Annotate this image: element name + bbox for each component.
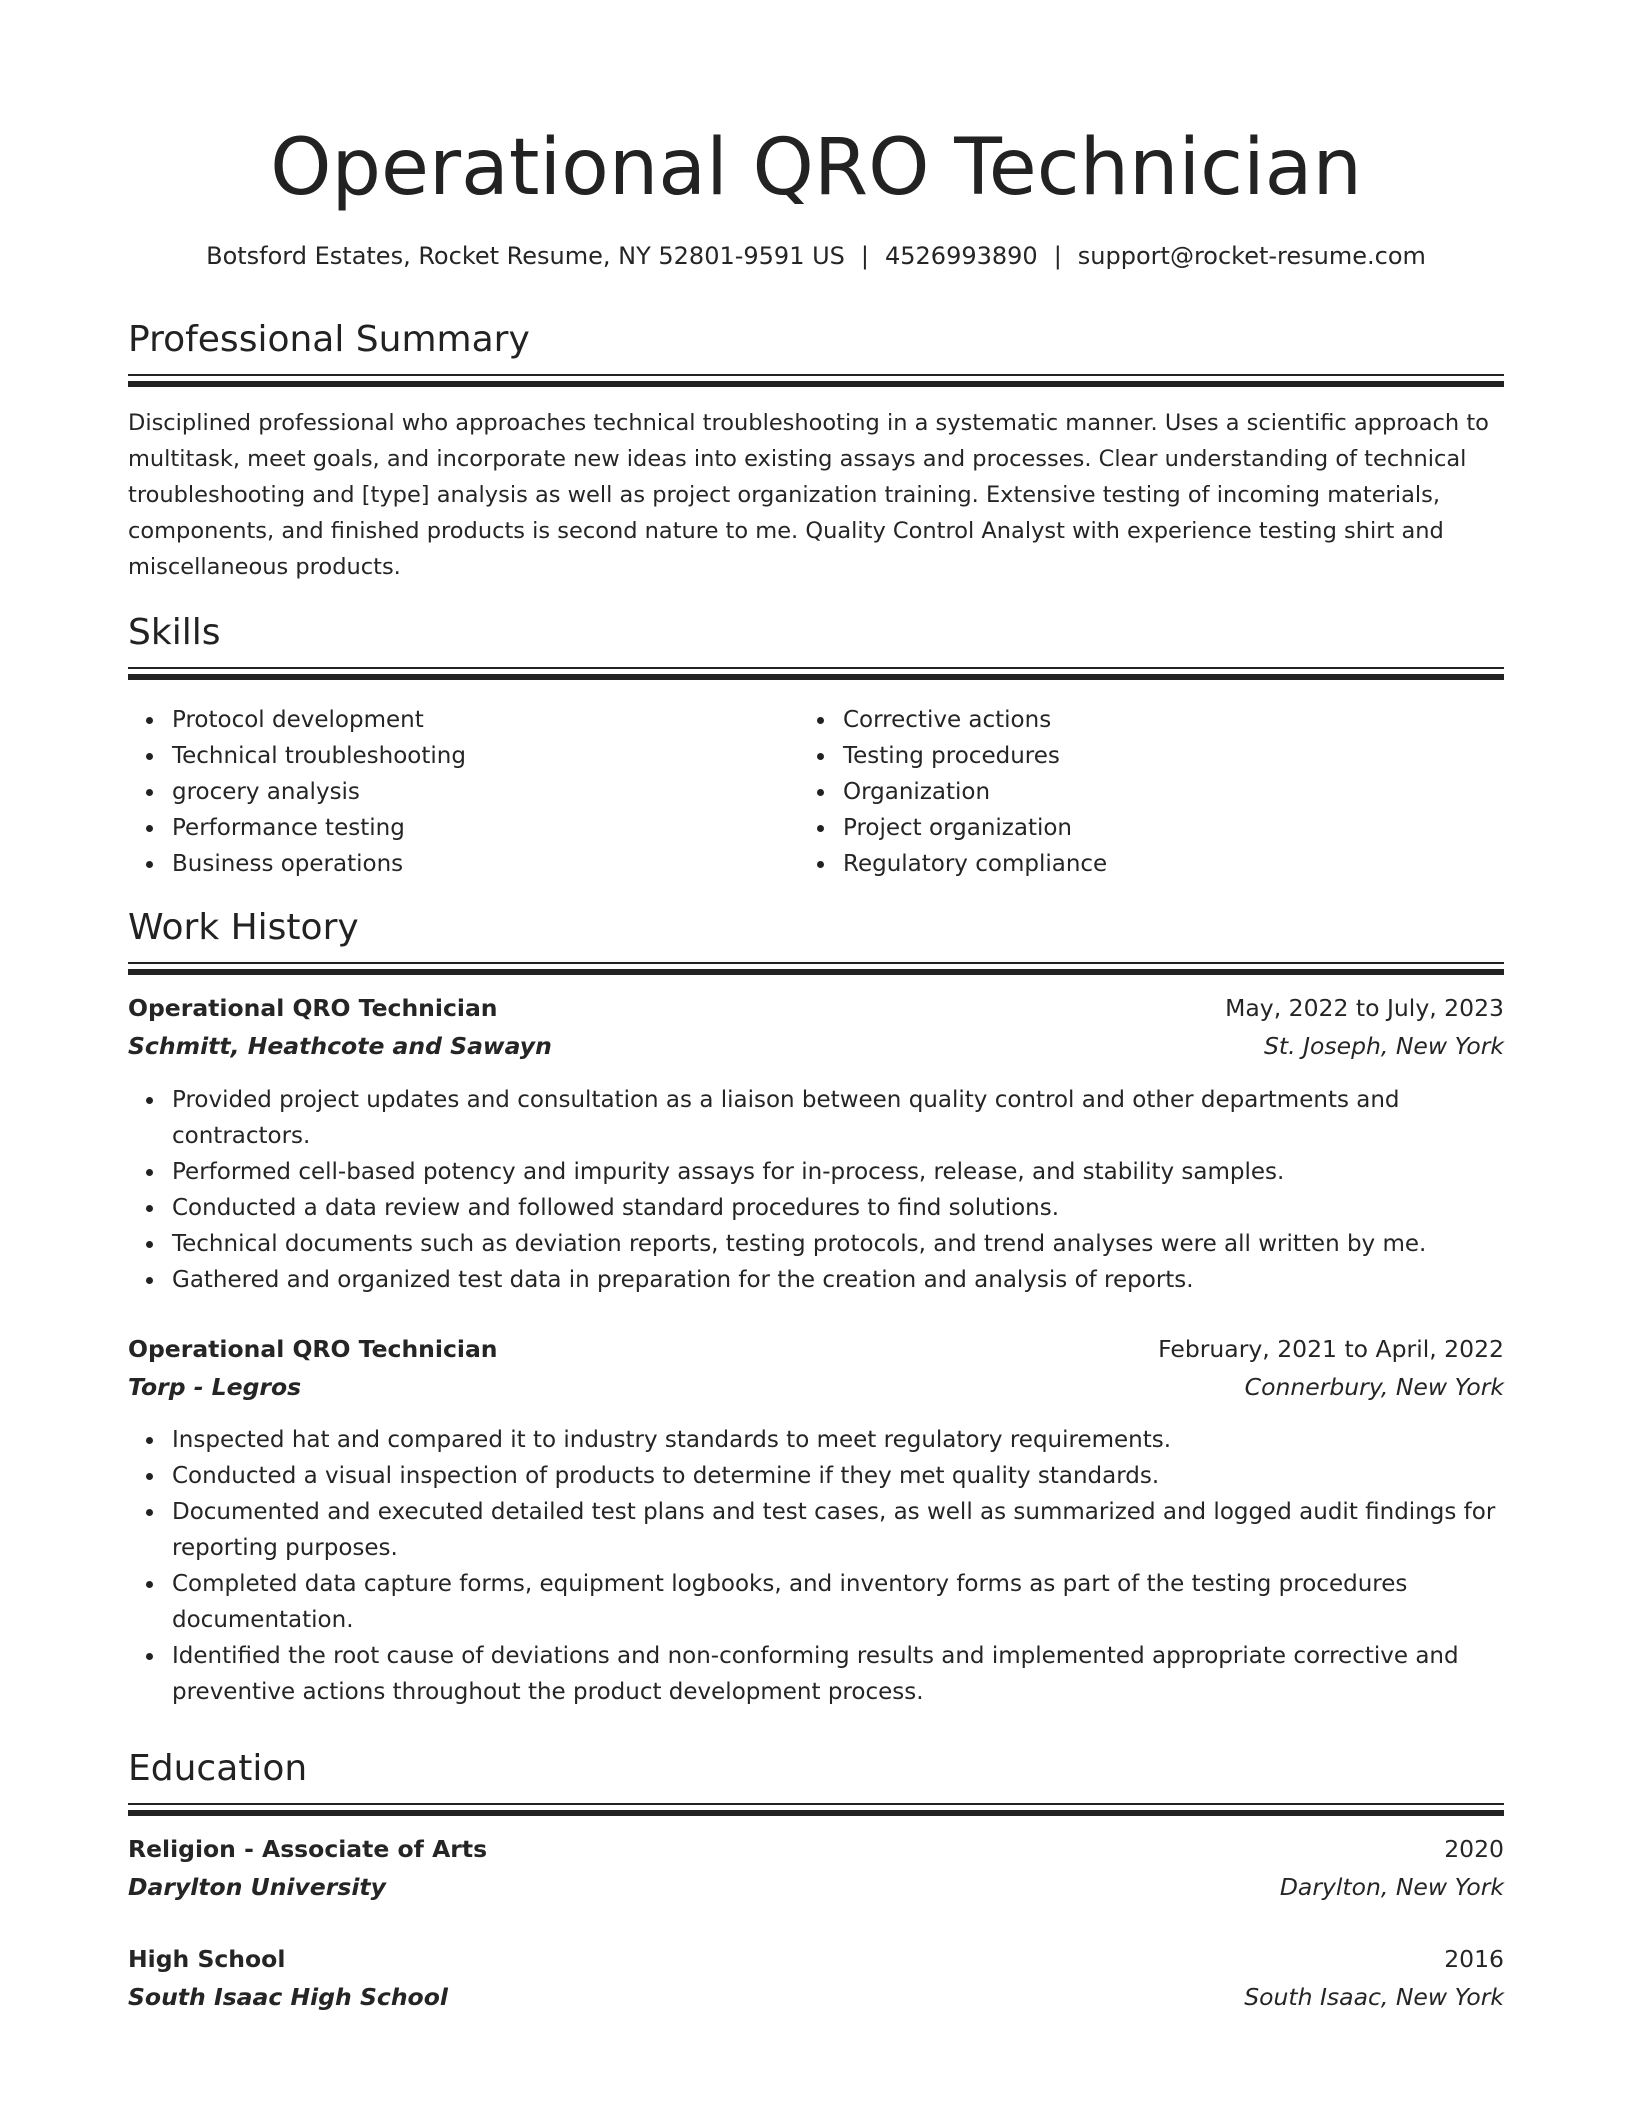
section-title-skills: Skills xyxy=(128,612,221,653)
skills-list-left xyxy=(128,702,466,882)
skill-item: Organization xyxy=(843,774,1107,810)
contact-separator: | xyxy=(860,242,869,270)
job-location: Connerbury, New York xyxy=(1244,1373,1504,1401)
contact-address: Botsford Estates, Rocket Resume, NY 52801-9591 US xyxy=(206,242,845,270)
contact-phone[interactable]: 4526993890 xyxy=(885,242,1038,270)
job-subheader xyxy=(128,1027,1504,1065)
education-school: Darylton University xyxy=(128,1873,386,1901)
job-bullet: Documented and executed detailed test plans and test cases, as well as summarized and logged audit findings for reporting purposes. xyxy=(172,1494,1504,1566)
section-divider xyxy=(128,667,1504,681)
section-title-education: Education xyxy=(128,1748,308,1789)
skill-item: Project organization xyxy=(843,810,1107,846)
job-bullet: Provided project updates and consultation as a liaison between quality control and other departments and contractors. xyxy=(172,1082,1504,1154)
job-company: Schmitt, Heathcote and Sawayn xyxy=(128,1032,552,1060)
education-school: South Isaac High School xyxy=(128,1983,448,2011)
job-bullets xyxy=(128,1422,1504,1710)
job-bullet: Identified the root cause of deviations and non-conforming results and implemented appropriate corrective and preventive actions throughout the product development process. xyxy=(172,1638,1504,1710)
education-subheader xyxy=(128,1978,1504,2016)
skill-item: Protocol development xyxy=(172,702,466,738)
education-header xyxy=(128,1940,1504,1978)
education-degree: Religion - Associate of Arts xyxy=(128,1835,488,1863)
skill-item: Performance testing xyxy=(172,810,466,846)
job-bullet: Inspected hat and compared it to industry standards to meet regulatory requirements. xyxy=(172,1422,1504,1458)
job-company: Torp - Legros xyxy=(128,1373,302,1401)
job-header xyxy=(128,989,1504,1027)
job-location: St. Joseph, New York xyxy=(1264,1032,1504,1060)
education-location: South Isaac, New York xyxy=(1244,1983,1504,2011)
job-subheader xyxy=(128,1368,1504,1406)
contact-email[interactable]: support@rocket-resume.com xyxy=(1077,242,1426,270)
job-bullet: Performed cell-based potency and impurity assays for in-process, release, and stability samples. xyxy=(172,1154,1504,1190)
skill-item: Testing procedures xyxy=(843,738,1107,774)
job-dates: May, 2022 to July, 2023 xyxy=(1225,994,1504,1022)
education-header xyxy=(128,1830,1504,1868)
job-title: Operational QRO Technician xyxy=(128,1335,498,1363)
section-divider xyxy=(128,374,1504,388)
skill-item: Corrective actions xyxy=(843,702,1107,738)
section-divider xyxy=(128,1803,1504,1817)
job-bullet: Technical documents such as deviation reports, testing protocols, and trend analyses were all written by me. xyxy=(172,1226,1504,1262)
education-location: Darylton, New York xyxy=(1279,1873,1504,1901)
education-year: 2016 xyxy=(1444,1945,1504,1973)
skill-item: Business operations xyxy=(172,846,466,882)
skills-list-right xyxy=(799,702,1107,882)
section-title-work: Work History xyxy=(128,907,359,948)
job-bullet: Conducted a data review and followed standard procedures to find solutions. xyxy=(172,1190,1504,1226)
job-bullet: Gathered and organized test data in preparation for the creation and analysis of reports. xyxy=(172,1262,1504,1298)
job-bullet: Conducted a visual inspection of products to determine if they met quality standards. xyxy=(172,1458,1504,1494)
education-subheader xyxy=(128,1868,1504,1906)
job-bullets xyxy=(128,1082,1504,1298)
section-title-summary: Professional Summary xyxy=(128,319,530,360)
skill-item: Regulatory compliance xyxy=(843,846,1107,882)
section-divider xyxy=(128,962,1504,976)
education-year: 2020 xyxy=(1444,1835,1504,1863)
candidate-name: Operational QRO Technician xyxy=(270,123,1362,213)
summary-text: Disciplined professional who approaches technical troubleshooting in a systematic manner. Uses a scientific approach to multitask, meet goals, and incorporate new ideas into existing assays and processes. Clear understanding of technical troubleshooting and [type] analysis as well as project organization training. Extensive testing of incoming materials, components, and finished products is second nature to me. Quality Control Analyst with experience testing shirt and miscellaneous products. xyxy=(128,410,1489,580)
job-title: Operational QRO Technician xyxy=(128,994,498,1022)
contact-line xyxy=(128,236,1504,276)
job-header xyxy=(128,1330,1504,1368)
skill-item: Technical troubleshooting xyxy=(172,738,466,774)
education-degree: High School xyxy=(128,1945,286,1973)
job-bullet: Completed data capture forms, equipment logbooks, and inventory forms as part of the testing procedures documentation. xyxy=(172,1566,1504,1638)
skill-item: grocery analysis xyxy=(172,774,466,810)
contact-separator: | xyxy=(1053,242,1062,270)
job-dates: February, 2021 to April, 2022 xyxy=(1158,1335,1504,1363)
